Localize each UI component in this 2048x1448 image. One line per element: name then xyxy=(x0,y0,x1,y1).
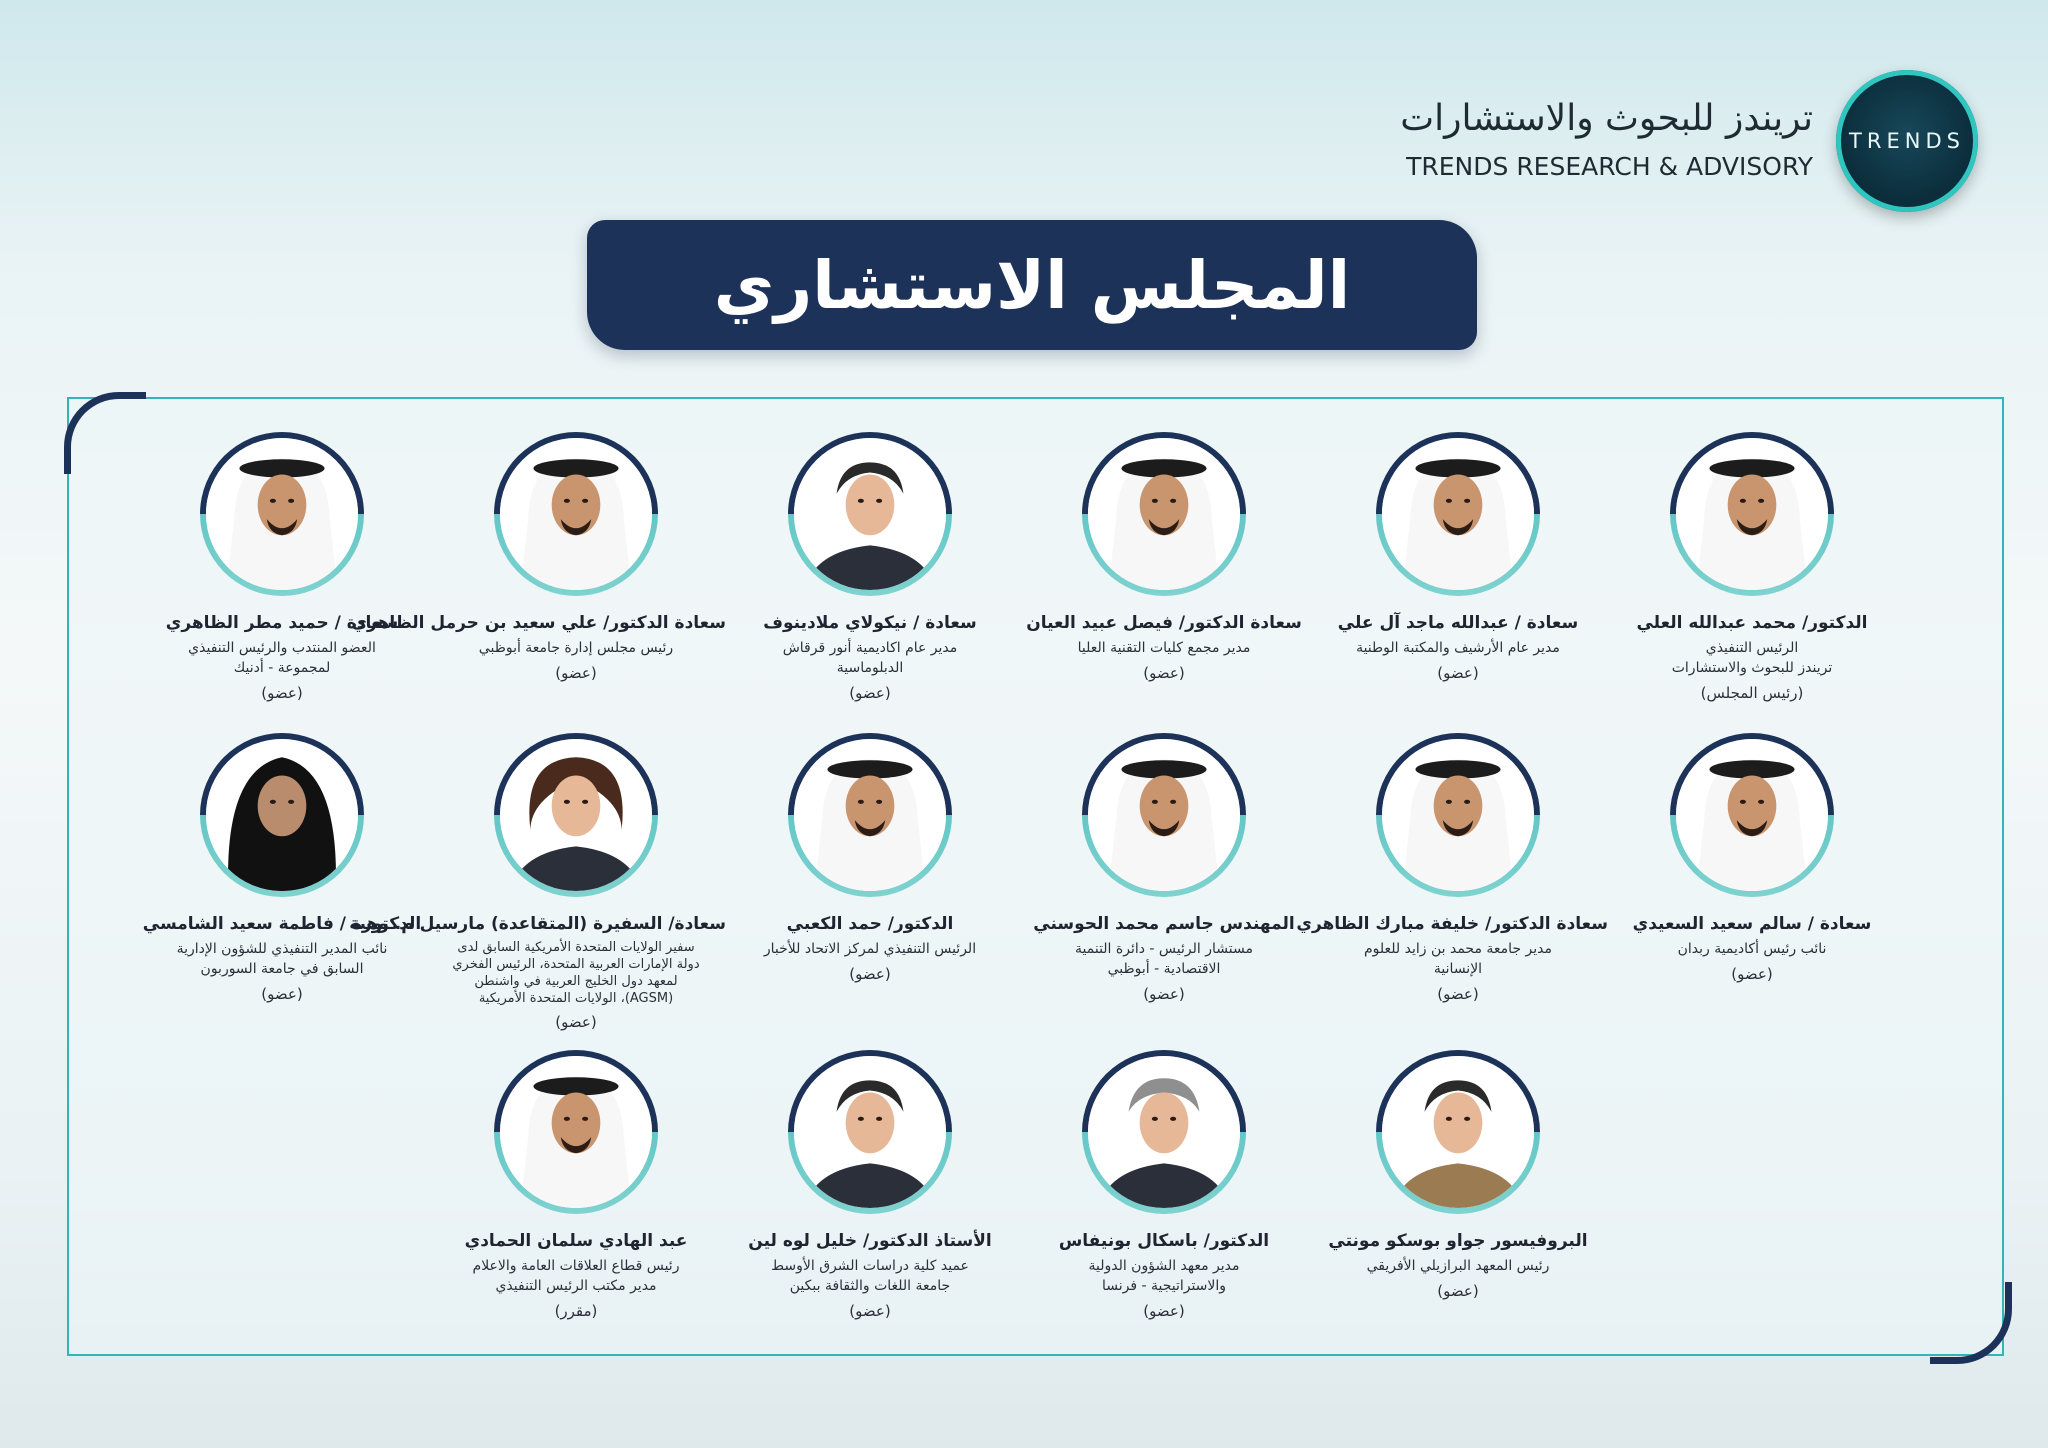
member-photo xyxy=(1676,438,1828,590)
member-photo-frame xyxy=(1082,733,1246,897)
member-name: الأستاذ الدكتور/ خليل لوه لين xyxy=(748,1231,992,1251)
member-name: سعادة/ السفيرة (المتقاعدة) مارسيل م. وهبة xyxy=(349,914,726,934)
member-card xyxy=(1602,432,1902,702)
member-role xyxy=(1014,1256,1314,1296)
member-status: (عضو) xyxy=(849,684,891,702)
member-card xyxy=(720,733,1020,983)
member-name: الدكتور/ محمد عبدالله العلي xyxy=(1636,613,1868,633)
member-role-line: مدير جامعة محمد بن زايد للعلوم xyxy=(1363,941,1552,957)
page-title: المجلس الاستشاري xyxy=(713,246,1351,324)
member-role-line: الرئيس التنفيذي xyxy=(1705,640,1799,656)
member-card xyxy=(1014,1050,1314,1320)
member-photo-frame xyxy=(200,432,364,596)
member-photo xyxy=(1088,739,1240,891)
member-name: سعادة الدكتور/ علي سعيد بن حرمل الظاهري xyxy=(351,613,726,633)
member-role-line: رئيس المعهد البرازيلي الأفريقي xyxy=(1366,1258,1550,1274)
member-status: (عضو) xyxy=(555,1013,597,1031)
member-role xyxy=(720,939,1020,959)
member-card xyxy=(720,1050,1020,1320)
member-role xyxy=(1308,1256,1608,1276)
member-photo-frame xyxy=(494,432,658,596)
member-role xyxy=(426,638,726,658)
member-role-line: نائب رئيس أكاديمية ربدان xyxy=(1677,941,1827,957)
member-role xyxy=(720,1256,1020,1296)
member-status: (عضو) xyxy=(849,965,891,983)
member-role-line: الاقتصادية - أبوظبي xyxy=(1107,961,1221,977)
member-photo-frame xyxy=(788,432,952,596)
member-name: سعادة / عبدالله ماجد آل علي xyxy=(1337,613,1579,633)
member-status: (عضو) xyxy=(1437,664,1479,682)
member-role xyxy=(1014,939,1314,979)
trends-logo: TRENDS xyxy=(1836,70,1978,212)
member-role xyxy=(132,638,432,678)
member-photo-frame xyxy=(1376,733,1540,897)
member-photo xyxy=(1382,438,1534,590)
member-card xyxy=(351,432,726,682)
member-role-line: السابق في جامعة السوربون xyxy=(200,961,364,977)
member-card xyxy=(132,432,432,702)
member-role-line: تريندز للبحوث والاستشارات xyxy=(1671,660,1833,676)
member-card xyxy=(1014,733,1314,1003)
member-role-line: سفير الولايات المتحدة الأمريكية السابق لدى xyxy=(457,940,695,955)
member-role-line: مستشار الرئيس - دائرة التنمية xyxy=(1075,941,1253,957)
member-status: (عضو) xyxy=(1143,664,1185,682)
member-status: (مقرر) xyxy=(554,1302,598,1320)
member-role xyxy=(1602,638,1902,678)
title-banner xyxy=(587,220,1477,350)
member-photo xyxy=(500,1056,652,1208)
member-photo-frame xyxy=(1082,1050,1246,1214)
member-name: المهندس جاسم محمد الحوسني xyxy=(1033,914,1295,934)
brand-name-arabic: تريندز للبحوث والاستشارات xyxy=(1400,98,1813,139)
member-card xyxy=(132,733,432,1003)
member-photo xyxy=(1088,438,1240,590)
member-status: (عضو) xyxy=(1437,985,1479,1003)
member-photo xyxy=(206,438,358,590)
member-status: (عضو) xyxy=(1143,985,1185,1003)
member-card xyxy=(349,733,726,1031)
member-photo xyxy=(1676,739,1828,891)
member-role xyxy=(1602,939,1902,959)
member-card xyxy=(1602,733,1902,983)
member-role-line: الدبلوماسية xyxy=(836,660,904,676)
member-photo-frame xyxy=(788,733,952,897)
member-card xyxy=(1308,1050,1608,1300)
member-role xyxy=(426,1256,726,1296)
member-photo-frame xyxy=(494,733,658,897)
member-role-line: الرئيس التنفيذي لمركز الاتحاد للأخبار xyxy=(763,941,977,957)
member-role-line: دولة الإمارات العربية المتحدة، الرئيس الفخري xyxy=(452,957,700,972)
member-photo-frame xyxy=(1670,733,1834,897)
member-role xyxy=(1308,939,1608,979)
member-role-line: لمجموعة - أدنيك xyxy=(233,660,331,676)
member-status: (عضو) xyxy=(555,664,597,682)
member-card xyxy=(1308,432,1608,682)
member-status: (عضو) xyxy=(849,1302,891,1320)
brand-name-english: TRENDS RESEARCH & ADVISORY xyxy=(1406,152,1813,181)
member-photo xyxy=(500,739,652,891)
member-card xyxy=(1014,432,1314,682)
member-photo xyxy=(794,1056,946,1208)
member-name: الدكتور/ باسكال بونيفاس xyxy=(1058,1231,1270,1251)
member-photo-frame xyxy=(1376,1050,1540,1214)
member-photo-frame xyxy=(1082,432,1246,596)
member-role xyxy=(426,939,726,1007)
brand-header xyxy=(1278,70,1978,220)
member-role-line: لمعهد دول الخليج العربية في واشنطن xyxy=(474,974,678,989)
member-role-line: مدير مكتب الرئيس التنفيذي xyxy=(495,1278,657,1294)
member-name: الدكتورة / فاطمة سعيد الشامسي xyxy=(142,914,422,934)
member-photo xyxy=(1382,739,1534,891)
member-name: سعادة / سالم سعيد السعيدي xyxy=(1632,914,1872,934)
member-role xyxy=(132,939,432,979)
member-status: (عضو) xyxy=(261,684,303,702)
member-photo-frame xyxy=(1376,432,1540,596)
member-role-line: رئيس قطاع العلاقات العامة والاعلام xyxy=(472,1258,680,1274)
member-role xyxy=(1014,638,1314,658)
member-role-line: جامعة اللغات والثقافة ببكين xyxy=(789,1278,951,1294)
member-name: سعادة الدكتور/ فيصل عبيد العيان xyxy=(1026,613,1302,633)
member-role-line: مدير معهد الشؤون الدولية xyxy=(1088,1258,1240,1274)
member-name: الدكتور/ حمد الكعبي xyxy=(786,914,954,934)
member-card xyxy=(426,1050,726,1320)
member-role-line: رئيس مجلس إدارة جامعة أبوظبي xyxy=(478,640,674,656)
member-name: سعادة الدكتور/ خليفة مبارك الظاهري xyxy=(1296,914,1608,934)
member-photo-frame xyxy=(788,1050,952,1214)
member-photo xyxy=(1382,1056,1534,1208)
member-photo-frame xyxy=(494,1050,658,1214)
member-role-line: العضو المنتدب والرئيس التنفيذي xyxy=(188,640,376,656)
member-name: البروفيسور جواو بوسكو مونتي xyxy=(1328,1231,1588,1251)
member-card xyxy=(720,432,1020,702)
member-card xyxy=(1296,733,1608,1003)
member-name: سعادة / نيكولاي ملادينوف xyxy=(763,613,977,633)
member-status: (عضو) xyxy=(1143,1302,1185,1320)
member-photo xyxy=(794,739,946,891)
member-photo xyxy=(794,438,946,590)
member-name: سعادة / حميد مطر الظاهري xyxy=(165,613,399,633)
member-role xyxy=(720,638,1020,678)
member-role-line: عميد كلية دراسات الشرق الأوسط xyxy=(771,1258,969,1274)
member-photo-frame xyxy=(1670,432,1834,596)
member-role-line: الإنسانية xyxy=(1433,961,1483,977)
member-photo-frame xyxy=(200,733,364,897)
member-role-line: مدير مجمع كليات التقنية العليا xyxy=(1077,640,1251,656)
member-photo xyxy=(500,438,652,590)
member-role-line: والاستراتيجية - فرنسا xyxy=(1101,1278,1227,1294)
member-name: عبد الهادي سلمان الحمادي xyxy=(464,1231,688,1251)
member-role-line: مدير عام الأرشيف والمكتبة الوطنية xyxy=(1356,640,1560,656)
member-role-line: (AGSM)، الولايات المتحدة الأمريكية xyxy=(478,991,674,1006)
member-status: (عضو) xyxy=(1731,965,1773,983)
member-status: (رئيس المجلس) xyxy=(1700,684,1804,702)
member-status: (عضو) xyxy=(1437,1282,1479,1300)
member-role xyxy=(1308,638,1608,658)
member-status: (عضو) xyxy=(261,985,303,1003)
member-photo xyxy=(1088,1056,1240,1208)
member-role-line: مدير عام اكاديمية أنور قرقاش xyxy=(782,640,958,656)
member-role-line: نائب المدير التنفيذي للشؤون الإدارية xyxy=(176,941,388,957)
member-photo xyxy=(206,739,358,891)
